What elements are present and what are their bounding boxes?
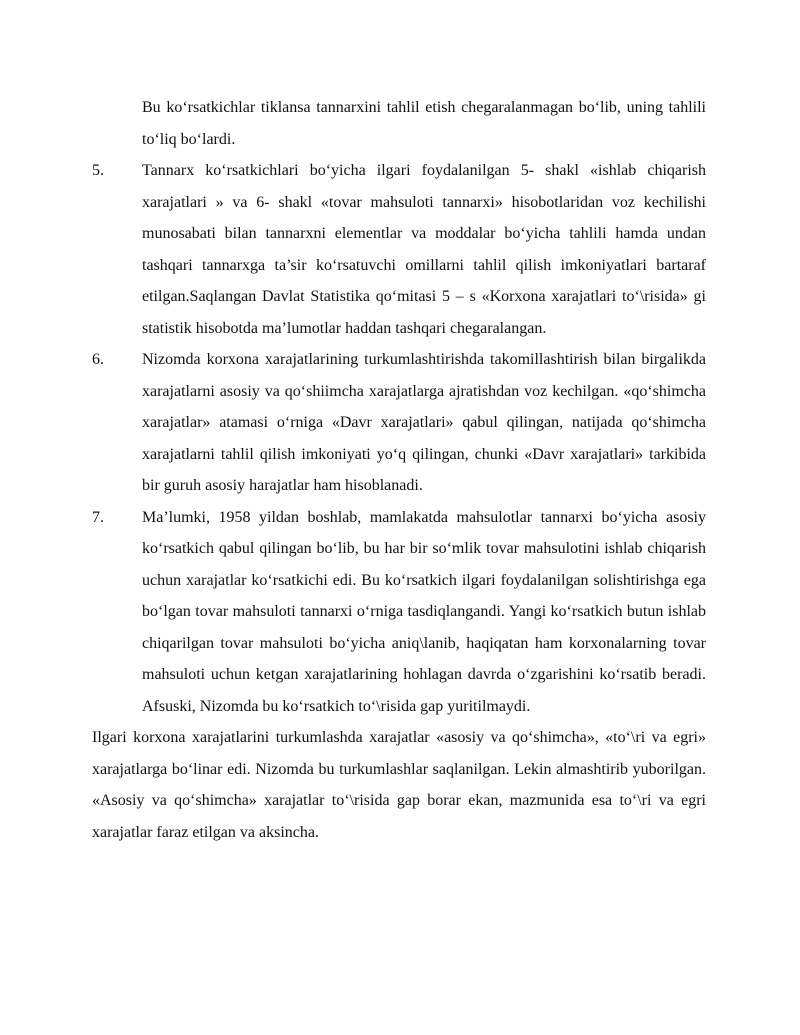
list-item-6 (92, 344, 706, 502)
document-page (92, 92, 706, 848)
list-item-number: 7. (92, 508, 104, 526)
list-item-7 (92, 502, 706, 723)
list-item-text: Nizomda korxona xarajatlarining turkumlashtirishda takomillashtirish bilan birgalikda xarajatlarni asosiy va qoʻshiimcha xarajatlarga ajratishdan voz kechilgan. «qoʻshimcha xarajatlar» atamasi oʻrniga «Davr xarajatlari» qabul qilingan, natijada qoʻshimcha xarajatlarni tahlil qilish imkoniyati yoʻq qilingan, chunki «Davr xarajatlari» tarkibida bir guruh asosiy harajatlar ham hisoblanadi. (142, 351, 706, 494)
closing-paragraph: Ilgari korxona xarajatlarini turkumlashda xarajatlar «asosiy va qoʻshimcha», «toʻ\ri va egri» xarajatlarga boʻlinar edi. Nizomda bu turkumlashlar saqlanilgan. Lekin almashtirib yuborilgan. «Asosiy va qoʻshimcha» xarajatlar toʻ\risida gap borar ekan, mazmunida esa toʻ\ri va egri xarajatlar faraz etilgan va aksincha. (92, 729, 706, 841)
list-item-text: Bu koʻrsatkichlar tiklansa tannarxini tahlil etish chegaralanmagan boʻlib, uning tahlili toʻliq boʻlardi. (142, 99, 706, 148)
list-item-text: Tannarx koʻrsatkichlari boʻyicha ilgari foydalanilgan 5- shakl «ishlab chiqarish xarajatlari » va 6- shakl «tovar mahsuloti tannarxi» hisobotlaridan voz kechilishi munosabati bilan tannarxni elementlar va moddalar boʻyicha tahlili hamda undan tashqari tannarxga ta’sir koʻrsatuvchi omillarni tahlil qilish imkoniyatlari bartaraf etilgan.Saqlangan Davlat Statistika qoʻmitasi 5 – s «Korxona xarajatlari toʻ\risida» gi statistik hisobotda ma’lumotlar haddan tashqari chegaralangan. (142, 162, 706, 337)
list-item-number: 6. (92, 351, 104, 368)
list-item-number: 5. (92, 162, 104, 179)
list-item-5 (92, 155, 706, 344)
list-item-text: Ma’lumki, 1958 yildan boshlab, mamlakatda mahsulotlar tannarxi boʻyicha asosiy koʻrsatkich qabul qilingan boʻlib, bu har bir soʻmlik tovar mahsulotini ishlab chiqarish uchun xarajatlar koʻrsatkichi edi. Bu koʻrsatkich ilgari foydalanilgan solishtirishga ega boʻlgan tovar mahsuloti tannarxi oʻrniga tasdiqlangandi. Yangi koʻrsatkich butun ishlab chiqarilgan tovar mahsuloti boʻyicha aniq\lanib, haqiqatan ham korxonalarning tovar mahsuloti uchun ketgan xarajatlarining hohlagan davrda oʻzgarishini koʻrsatib beradi. Afsuski, Nizomda bu koʻrsatkich toʻ\risida gap yuritilmaydi. (142, 508, 706, 715)
list-item-continuation (92, 92, 706, 155)
